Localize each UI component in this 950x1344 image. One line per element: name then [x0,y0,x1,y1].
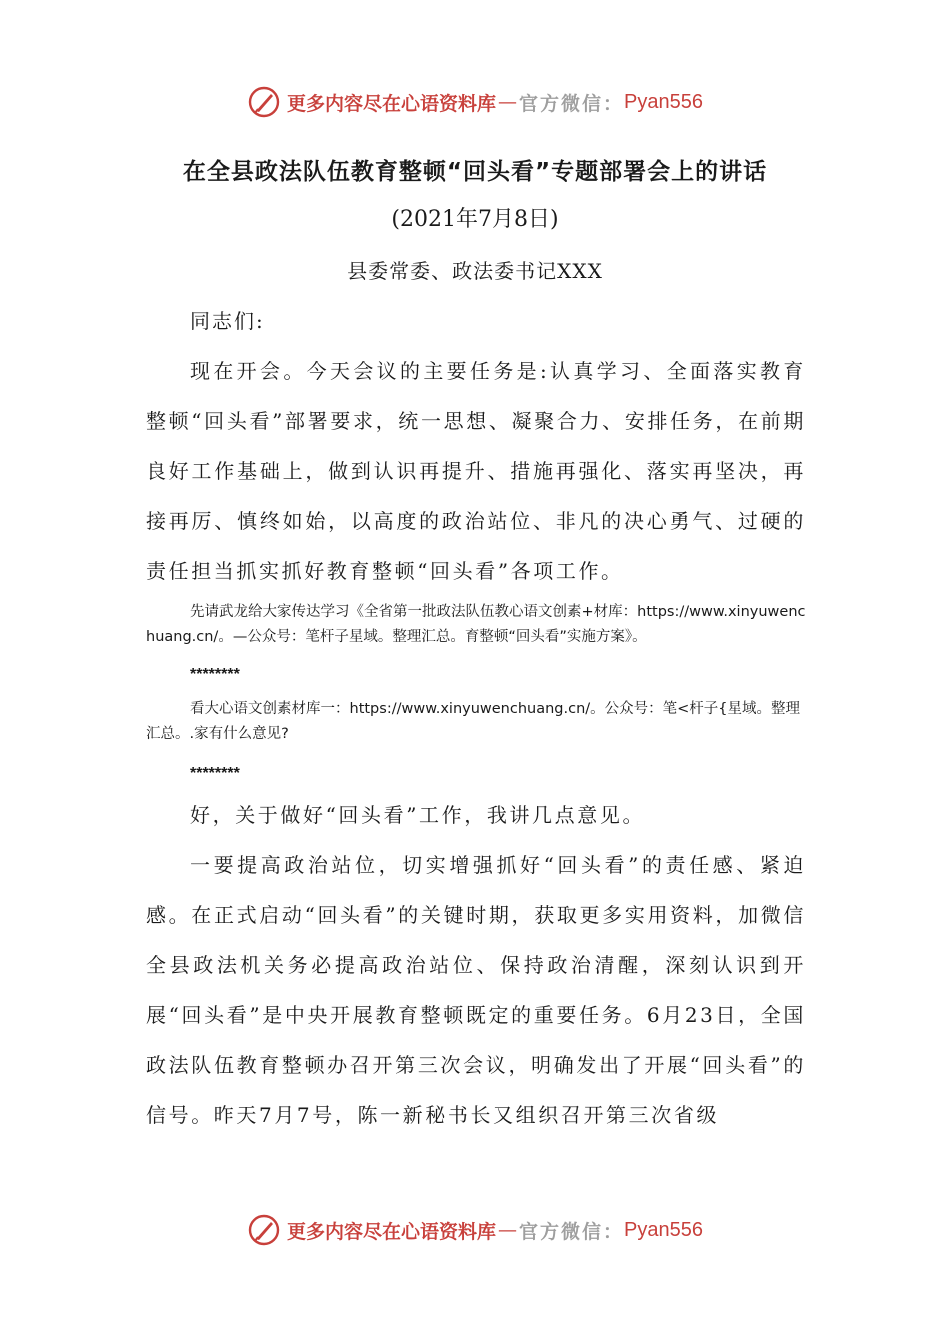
banner-wechat-id: Pyan556 [624,1218,703,1241]
quill-logo-icon [247,85,281,119]
opening-paragraph: 现在开会。今天会议的主要任务是:认真学习、全面落实教育整顿“回头看”部署要求，统一思想、凝聚合力、安排任务，在前期良好工作基础上，做到认识再提升、措施再强化、落实再坚决，再接再厉、慎终如始，以高度的政治站位、非凡的决心勇气、过硬的责任担当抓实抓好教育整顿“回头看”各项工作。 [146,359,806,583]
document-date: (2021年7月8日) [391,207,559,232]
separator-stars-2: ******** [190,765,240,782]
quill-logo-icon [247,1213,281,1247]
banner-official-label: 官方微信： [519,1220,625,1243]
greeting-paragraph: 同志们: [190,309,265,333]
document-author: 县委常委、政法委书记XXX [347,259,603,283]
transition-paragraph: 好，关于做好“回头看”工作，我讲几点意见。 [190,803,646,827]
point-one-paragraph: 一要提高政治站位，切实增强抓好“回头看”的责任感、紧迫感。在正式启动“回头看”的关键时期，获取更多实用资料，加微信全县政法机关务必提高政治站位、保持政治清醒，深刻认识到开展“回头看”是中央开展教育整顿既定的重要任务。6月23日，全国政法队伍教育整顿办召开第三次会议，明确发出了开展“回头看”的信号。昨天7月7号，陈一新秘书长又组织召开第三次省级 [146,853,806,1127]
separator-stars: ******** [190,666,240,683]
banner-official-label: 官方微信： [519,92,625,115]
document-body [146,296,806,1140]
footer-watermark-banner [0,1210,950,1250]
banner-text: 更多内容尽在心语资料库 [287,1220,497,1243]
header-watermark-banner [0,82,950,122]
inserted-notice-paragraph: 先请武龙给大家传达学习《全省第一批政法队伍教心语文创素+材库：https://www.xinyuwenchuang.cn/。—公众号：笔杆子星域。整理汇总。育整顿“回头看”实施方案》。 [146,604,806,645]
banner-text: 更多内容尽在心语资料库 [287,92,497,115]
banner-separator: — [498,1219,518,1241]
banner-separator: — [498,91,518,113]
inserted-notice-paragraph-2: 看大心语文创素材库一：https://www.xinyuwenchuang.cn/。公众号：笔<杆子{星域。整理汇总。.家有什么意见? [146,701,801,742]
document-title: 在全县政法队伍教育整顿“回头看”专题部署会上的讲话 [182,159,768,185]
banner-wechat-id: Pyan556 [624,90,703,113]
